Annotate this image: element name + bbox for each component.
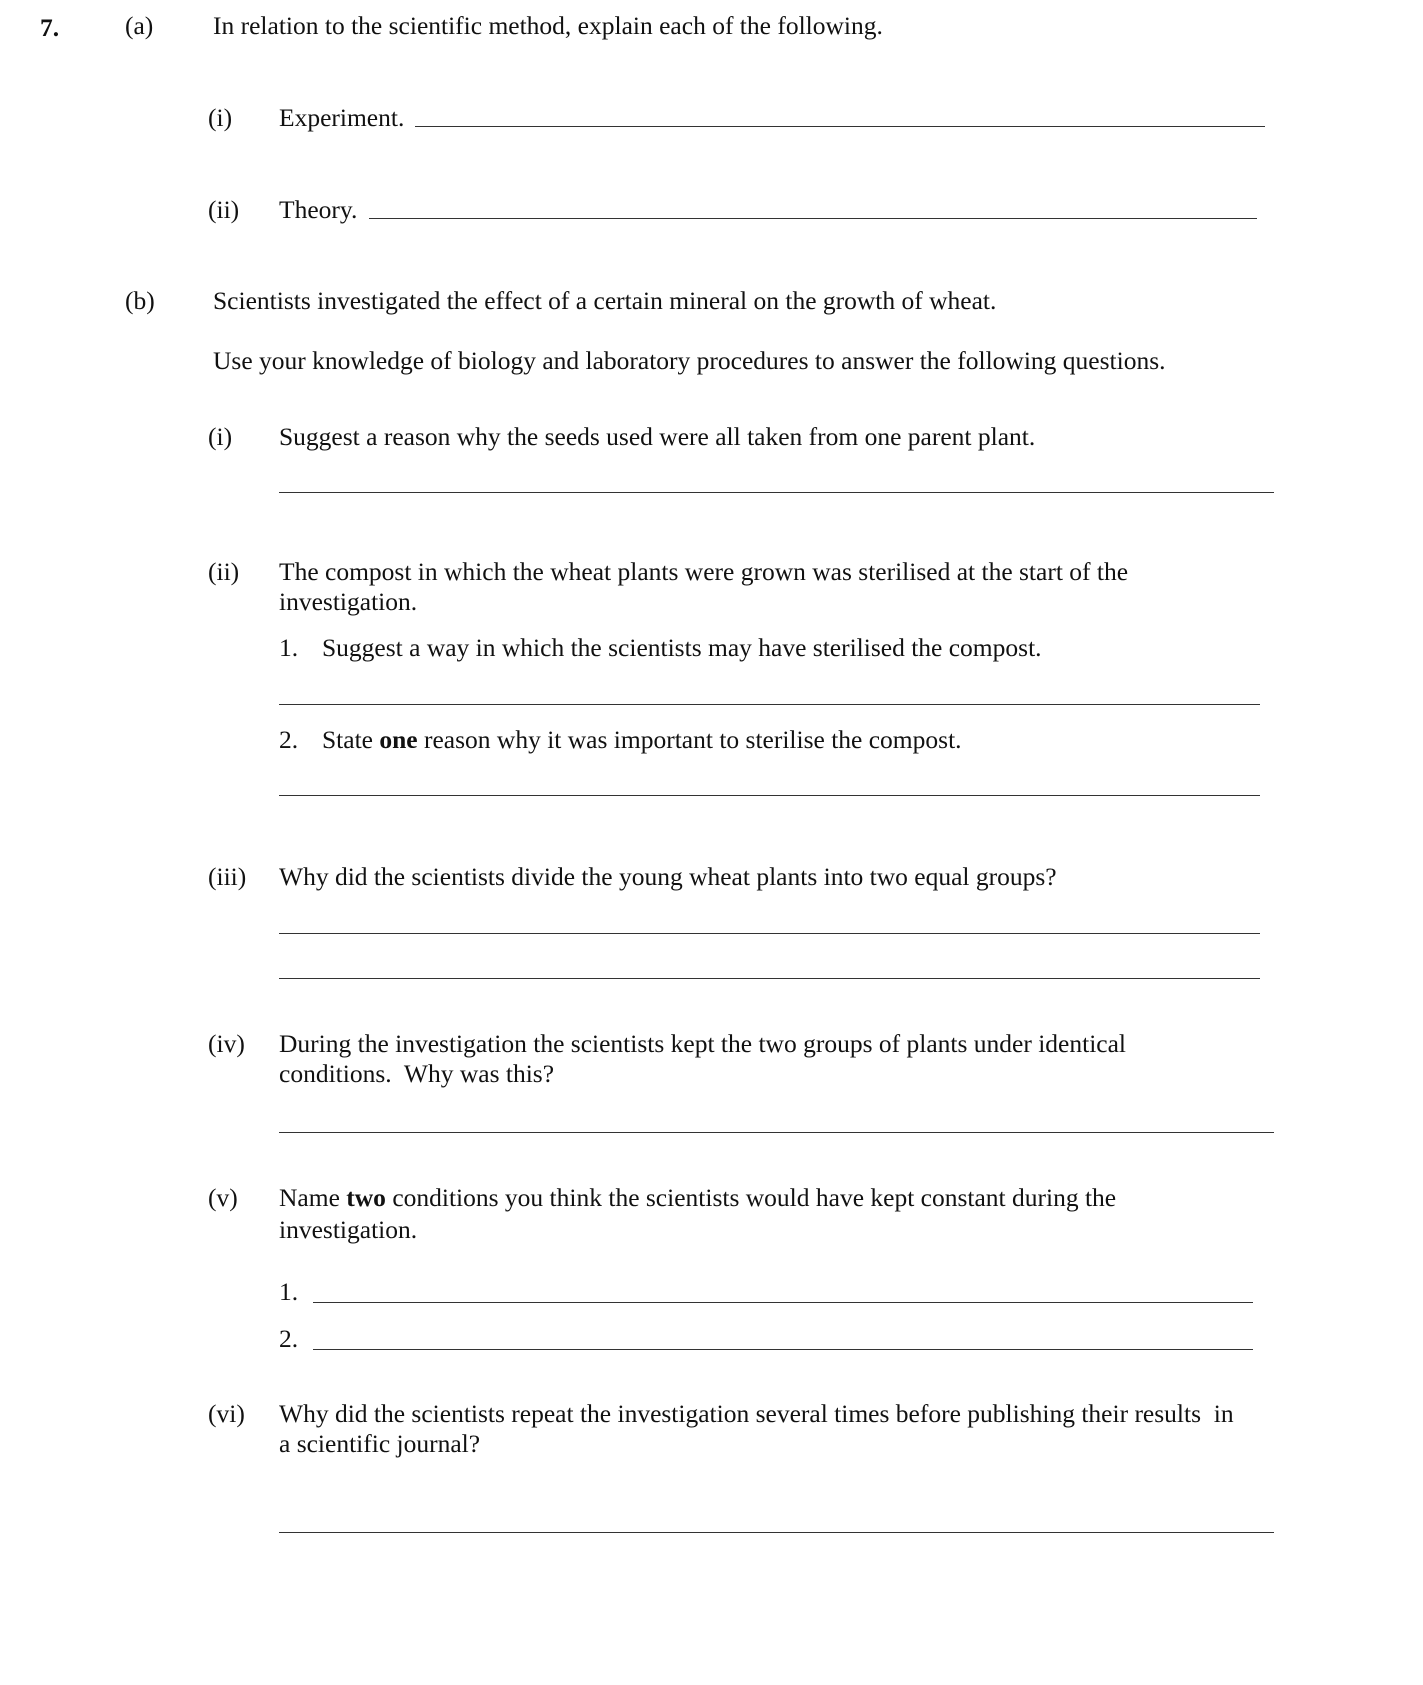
part-b-ii-sub2-number: 2.	[279, 725, 299, 754]
part-b-ii-line1: The compost in which the wheat plants were grown was sterilised at the start of the	[279, 557, 1129, 586]
part-b-vi-label: (vi)	[208, 1399, 245, 1428]
part-b-label: (b)	[125, 286, 155, 315]
part-b-iii-text: Why did the scientists divide the young wheat plants into two equal groups?	[279, 862, 1057, 891]
answer-line-b-v-1[interactable]	[313, 1302, 1253, 1303]
answer-line-a-i[interactable]	[415, 126, 1265, 127]
part-a-i-label: (i)	[208, 103, 233, 132]
part-b-ii-sub1-text: Suggest a way in which the scientists may have sterilised the compost.	[322, 633, 1042, 662]
part-a-ii-text: Theory.	[279, 195, 358, 224]
part-a-instruction: In relation to the scientific method, explain each of the following.	[213, 11, 883, 40]
part-b-instruction: Use your knowledge of biology and laboratory procedures to answer the following questions.	[213, 346, 1166, 375]
question-number: 7.	[40, 13, 60, 42]
part-a-label: (a)	[125, 11, 154, 40]
answer-line-b-v-2[interactable]	[313, 1349, 1253, 1350]
part-b-ii-line2: investigation.	[279, 587, 418, 616]
answer-line-b-ii-1[interactable]	[279, 704, 1260, 705]
part-b-iv-line1: During the investigation the scientists kept the two groups of plants under identical	[279, 1029, 1127, 1058]
part-b-ii-sub2-text: State one reason why it was important to sterilise the compost.	[322, 725, 962, 754]
part-b-v-emphasis: two	[346, 1183, 386, 1212]
part-b-iii-label: (iii)	[208, 862, 247, 891]
part-b-ii-sub2-emphasis: one	[379, 725, 418, 754]
part-a-i-text: Experiment.	[279, 103, 405, 132]
answer-line-a-ii[interactable]	[369, 218, 1257, 219]
part-b-vi-line1: Why did the scientists repeat the investigation several times before publishing their results in	[279, 1399, 1234, 1428]
answer-line-b-iv[interactable]	[279, 1132, 1274, 1133]
part-b-ii-label: (ii)	[208, 557, 240, 586]
answer-line-b-i[interactable]	[279, 492, 1274, 493]
part-b-ii-sub1-number: 1.	[279, 633, 299, 662]
part-b-intro: Scientists investigated the effect of a certain mineral on the growth of wheat.	[213, 286, 997, 315]
answer-line-b-vi[interactable]	[279, 1532, 1274, 1533]
part-b-v-line2: investigation.	[279, 1215, 418, 1244]
part-b-i-label: (i)	[208, 422, 233, 451]
part-b-v-answer-2-number: 2.	[279, 1324, 299, 1353]
part-b-vi-line2: a scientific journal?	[279, 1429, 481, 1458]
answer-line-b-iii-1[interactable]	[279, 933, 1260, 934]
part-b-v-line1: Name two conditions you think the scientists would have kept constant during the	[279, 1183, 1117, 1212]
part-b-v-label: (v)	[208, 1183, 238, 1212]
answer-line-b-ii-2[interactable]	[279, 795, 1260, 796]
part-b-iv-line2: conditions. Why was this?	[279, 1059, 555, 1088]
part-b-v-answer-1-number: 1.	[279, 1277, 299, 1306]
answer-line-b-iii-2[interactable]	[279, 978, 1260, 979]
part-a-ii-label: (ii)	[208, 195, 240, 224]
part-b-i-text: Suggest a reason why the seeds used were all taken from one parent plant.	[279, 422, 1036, 451]
part-b-iv-label: (iv)	[208, 1029, 245, 1058]
